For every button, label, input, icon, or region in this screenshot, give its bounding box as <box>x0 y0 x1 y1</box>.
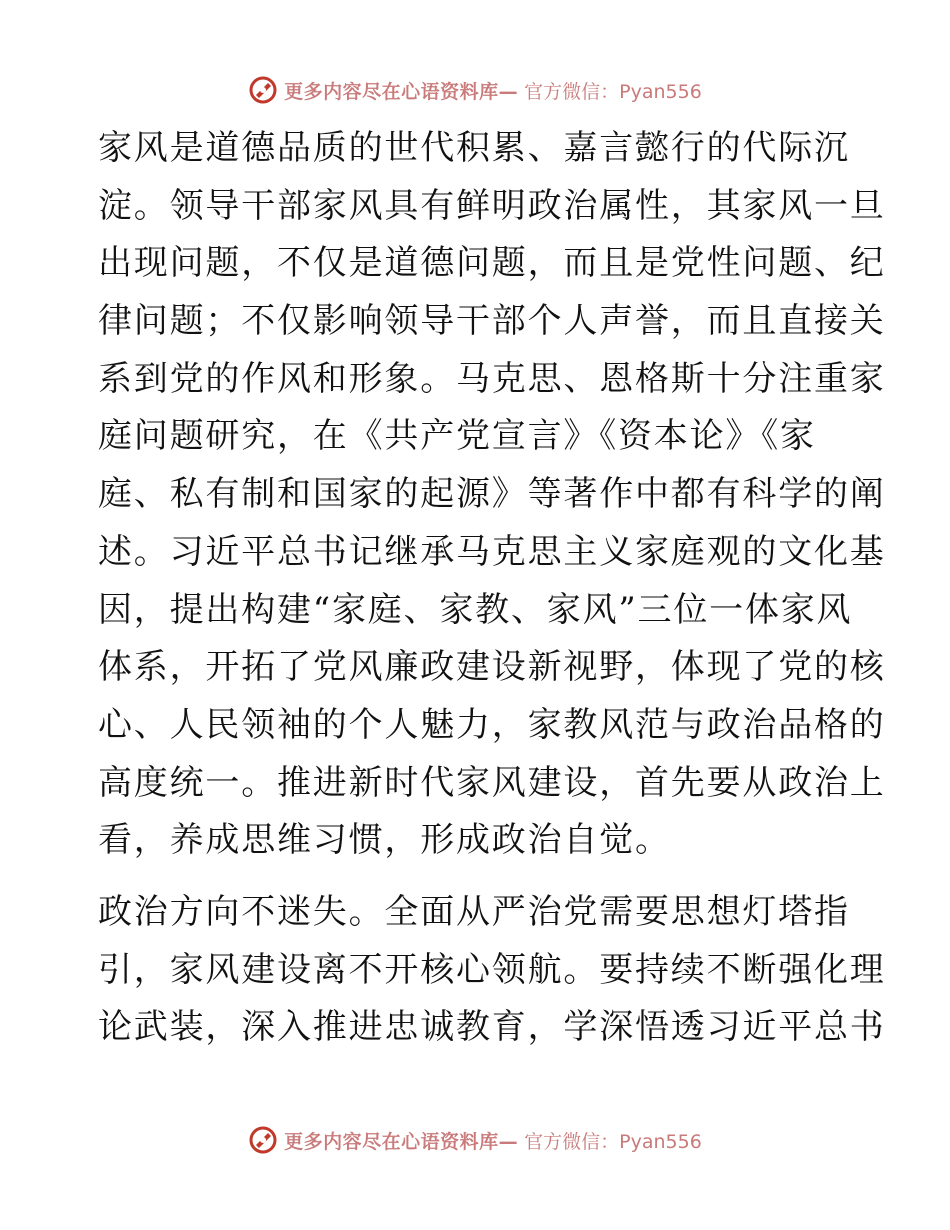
header-banner-text: 更多内容尽在心语资料库— <box>284 80 519 103</box>
text-line: 家风是道德品质的世代积累、嘉言懿行的代际沉 <box>98 128 850 168</box>
text-line: 引，家风建设离不开核心领航。要持续不断强化理 <box>98 949 886 990</box>
header-watermark-banner <box>0 70 950 110</box>
text-line: 律问题；不仅影响领导干部个人声誉，而且直接关 <box>98 301 886 342</box>
paragraph-spacer <box>98 870 858 884</box>
text-line: 庭、私有制和国家的起源》等著作中都有科学的阐 <box>98 474 886 515</box>
text-line: 述。习近平总书记继承马克思主义家庭观的文化基 <box>98 531 886 572</box>
brand-logo-icon <box>248 75 278 105</box>
text-line: 淀。领导干部家风具有鲜明政治属性，其家风一旦 <box>98 185 886 226</box>
brand-logo-icon <box>248 1125 278 1155</box>
footer-banner-text: 更多内容尽在心语资料库— <box>284 1130 519 1153</box>
text-line: 论武装，深入推进忠诚教育，学深悟透习近平总书 <box>98 1007 886 1048</box>
document-body <box>98 120 886 1057</box>
text-line: 庭问题研究，在《共产党宣言》《资本论》《家 <box>98 416 816 457</box>
paragraph-1 <box>98 120 886 870</box>
text-line: 高度统一。推进新时代家风建设，首先要从政治上 <box>98 762 886 803</box>
footer-wechat-text: 官方微信：Pyan556 <box>524 1130 702 1153</box>
footer-watermark-banner <box>0 1120 950 1160</box>
text-line: 出现问题，不仅是道德问题，而且是党性问题、纪 <box>98 243 886 284</box>
text-line: 政治方向不迷失。全面从严治党需要思想灯塔指 <box>98 891 850 932</box>
text-line: 心、人民领袖的个人魅力，家教风范与政治品格的 <box>98 704 886 745</box>
paragraph-2 <box>98 884 886 1057</box>
text-line: 因，提出构建“家庭、家教、家风”三位一体家风 <box>98 589 853 630</box>
text-line: 系到党的作风和形象。马克思、恩格斯十分注重家 <box>98 358 886 399</box>
text-line: 体系，开拓了党风廉政建设新视野，体现了党的核 <box>98 647 886 688</box>
header-wechat-text: 官方微信：Pyan556 <box>524 80 702 103</box>
text-line: 看，养成思维习惯，形成政治自觉。 <box>98 820 671 861</box>
